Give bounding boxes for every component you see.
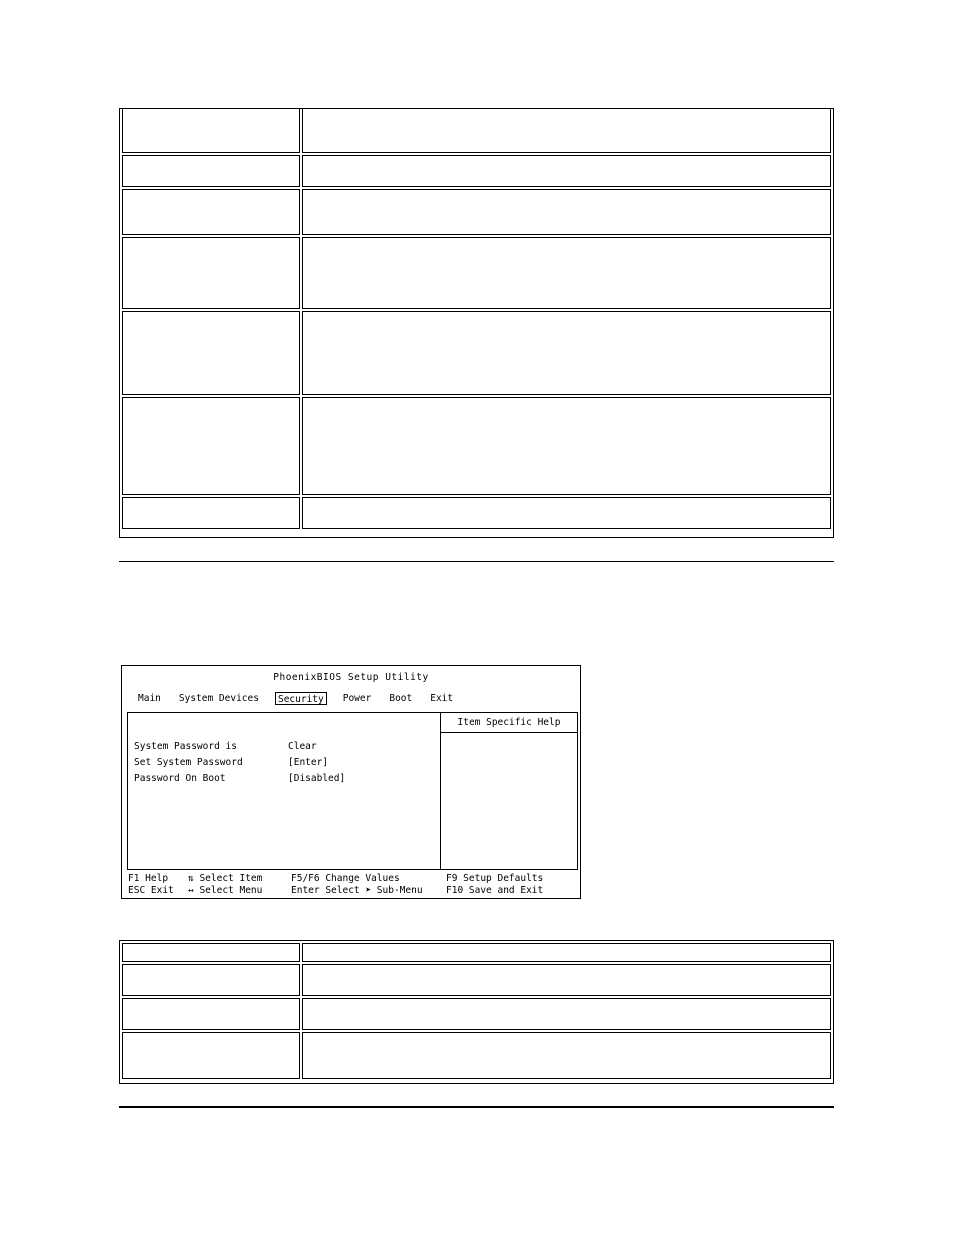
table-cell bbox=[302, 998, 831, 1030]
table-row bbox=[122, 189, 831, 235]
table-row bbox=[122, 237, 831, 309]
table-cell bbox=[122, 155, 300, 187]
table-row bbox=[122, 964, 831, 996]
key-select-menu: ↔ Select Menu bbox=[188, 885, 263, 896]
section-divider bbox=[119, 1106, 834, 1108]
table-cell bbox=[122, 497, 300, 529]
key-select-item: ⇅ Select Item bbox=[188, 873, 263, 884]
table-cell bbox=[302, 109, 831, 153]
table-row bbox=[122, 397, 831, 495]
table-row bbox=[122, 109, 831, 153]
bios-menu-bar bbox=[136, 692, 469, 705]
key-change-values: F5/F6 Change Values bbox=[291, 873, 400, 884]
table-cell bbox=[122, 189, 300, 235]
menu-power[interactable]: Power bbox=[342, 693, 372, 704]
key-f1-help: F1 Help bbox=[128, 873, 169, 884]
menu-exit[interactable]: Exit bbox=[430, 693, 454, 704]
table-row bbox=[122, 1032, 831, 1079]
table-cell bbox=[302, 311, 831, 395]
bios-main-panel bbox=[127, 712, 578, 870]
menu-main[interactable]: Main bbox=[138, 693, 161, 704]
setting-value: Clear bbox=[288, 741, 317, 752]
setting-system-password-status bbox=[134, 741, 317, 752]
table-cell bbox=[302, 397, 831, 495]
table-cell bbox=[302, 237, 831, 309]
table-cell bbox=[122, 1032, 300, 1079]
table-cell bbox=[122, 964, 300, 996]
setting-password-on-boot[interactable] bbox=[134, 773, 345, 784]
item-specific-help-panel bbox=[440, 713, 577, 869]
table-row bbox=[122, 155, 831, 187]
setting-set-system-password[interactable] bbox=[134, 757, 328, 768]
bios-title: PhoenixBIOS Setup Utility bbox=[273, 672, 429, 683]
setting-label: Password On Boot bbox=[134, 773, 226, 784]
setting-label: Set System Password bbox=[134, 757, 243, 768]
setting-value[interactable]: [Disabled] bbox=[288, 773, 346, 784]
menu-boot[interactable]: Boot bbox=[389, 693, 413, 704]
menu-system-devices[interactable]: System Devices bbox=[178, 693, 259, 704]
table-row bbox=[122, 311, 831, 395]
table-header-row bbox=[122, 943, 831, 962]
table-cell bbox=[122, 311, 300, 395]
table-cell bbox=[302, 1032, 831, 1079]
table-header-cell bbox=[302, 943, 831, 962]
key-save-exit: F10 Save and Exit bbox=[446, 885, 544, 896]
table-cell bbox=[302, 155, 831, 187]
table-row bbox=[122, 998, 831, 1030]
bios-setup-screen bbox=[121, 665, 581, 899]
menu-security[interactable]: Security bbox=[275, 692, 327, 705]
table-row bbox=[122, 497, 831, 529]
top-settings-table bbox=[119, 108, 834, 538]
table-cell bbox=[122, 109, 300, 153]
setting-label: System Password is bbox=[134, 741, 237, 752]
table-cell bbox=[302, 189, 831, 235]
table-header-cell bbox=[122, 943, 300, 962]
table-cell bbox=[122, 237, 300, 309]
key-esc-exit: ESC Exit bbox=[128, 885, 174, 896]
table-cell bbox=[122, 397, 300, 495]
security-options-table bbox=[119, 940, 834, 1084]
section-divider bbox=[119, 561, 834, 562]
table-cell bbox=[302, 497, 831, 529]
key-setup-defaults: F9 Setup Defaults bbox=[446, 873, 544, 884]
table-cell bbox=[302, 964, 831, 996]
setting-value[interactable]: [Enter] bbox=[288, 757, 329, 768]
key-enter-select: Enter Select ➤ Sub-Menu bbox=[291, 885, 423, 896]
help-title: Item Specific Help bbox=[441, 713, 577, 733]
table-cell bbox=[122, 998, 300, 1030]
